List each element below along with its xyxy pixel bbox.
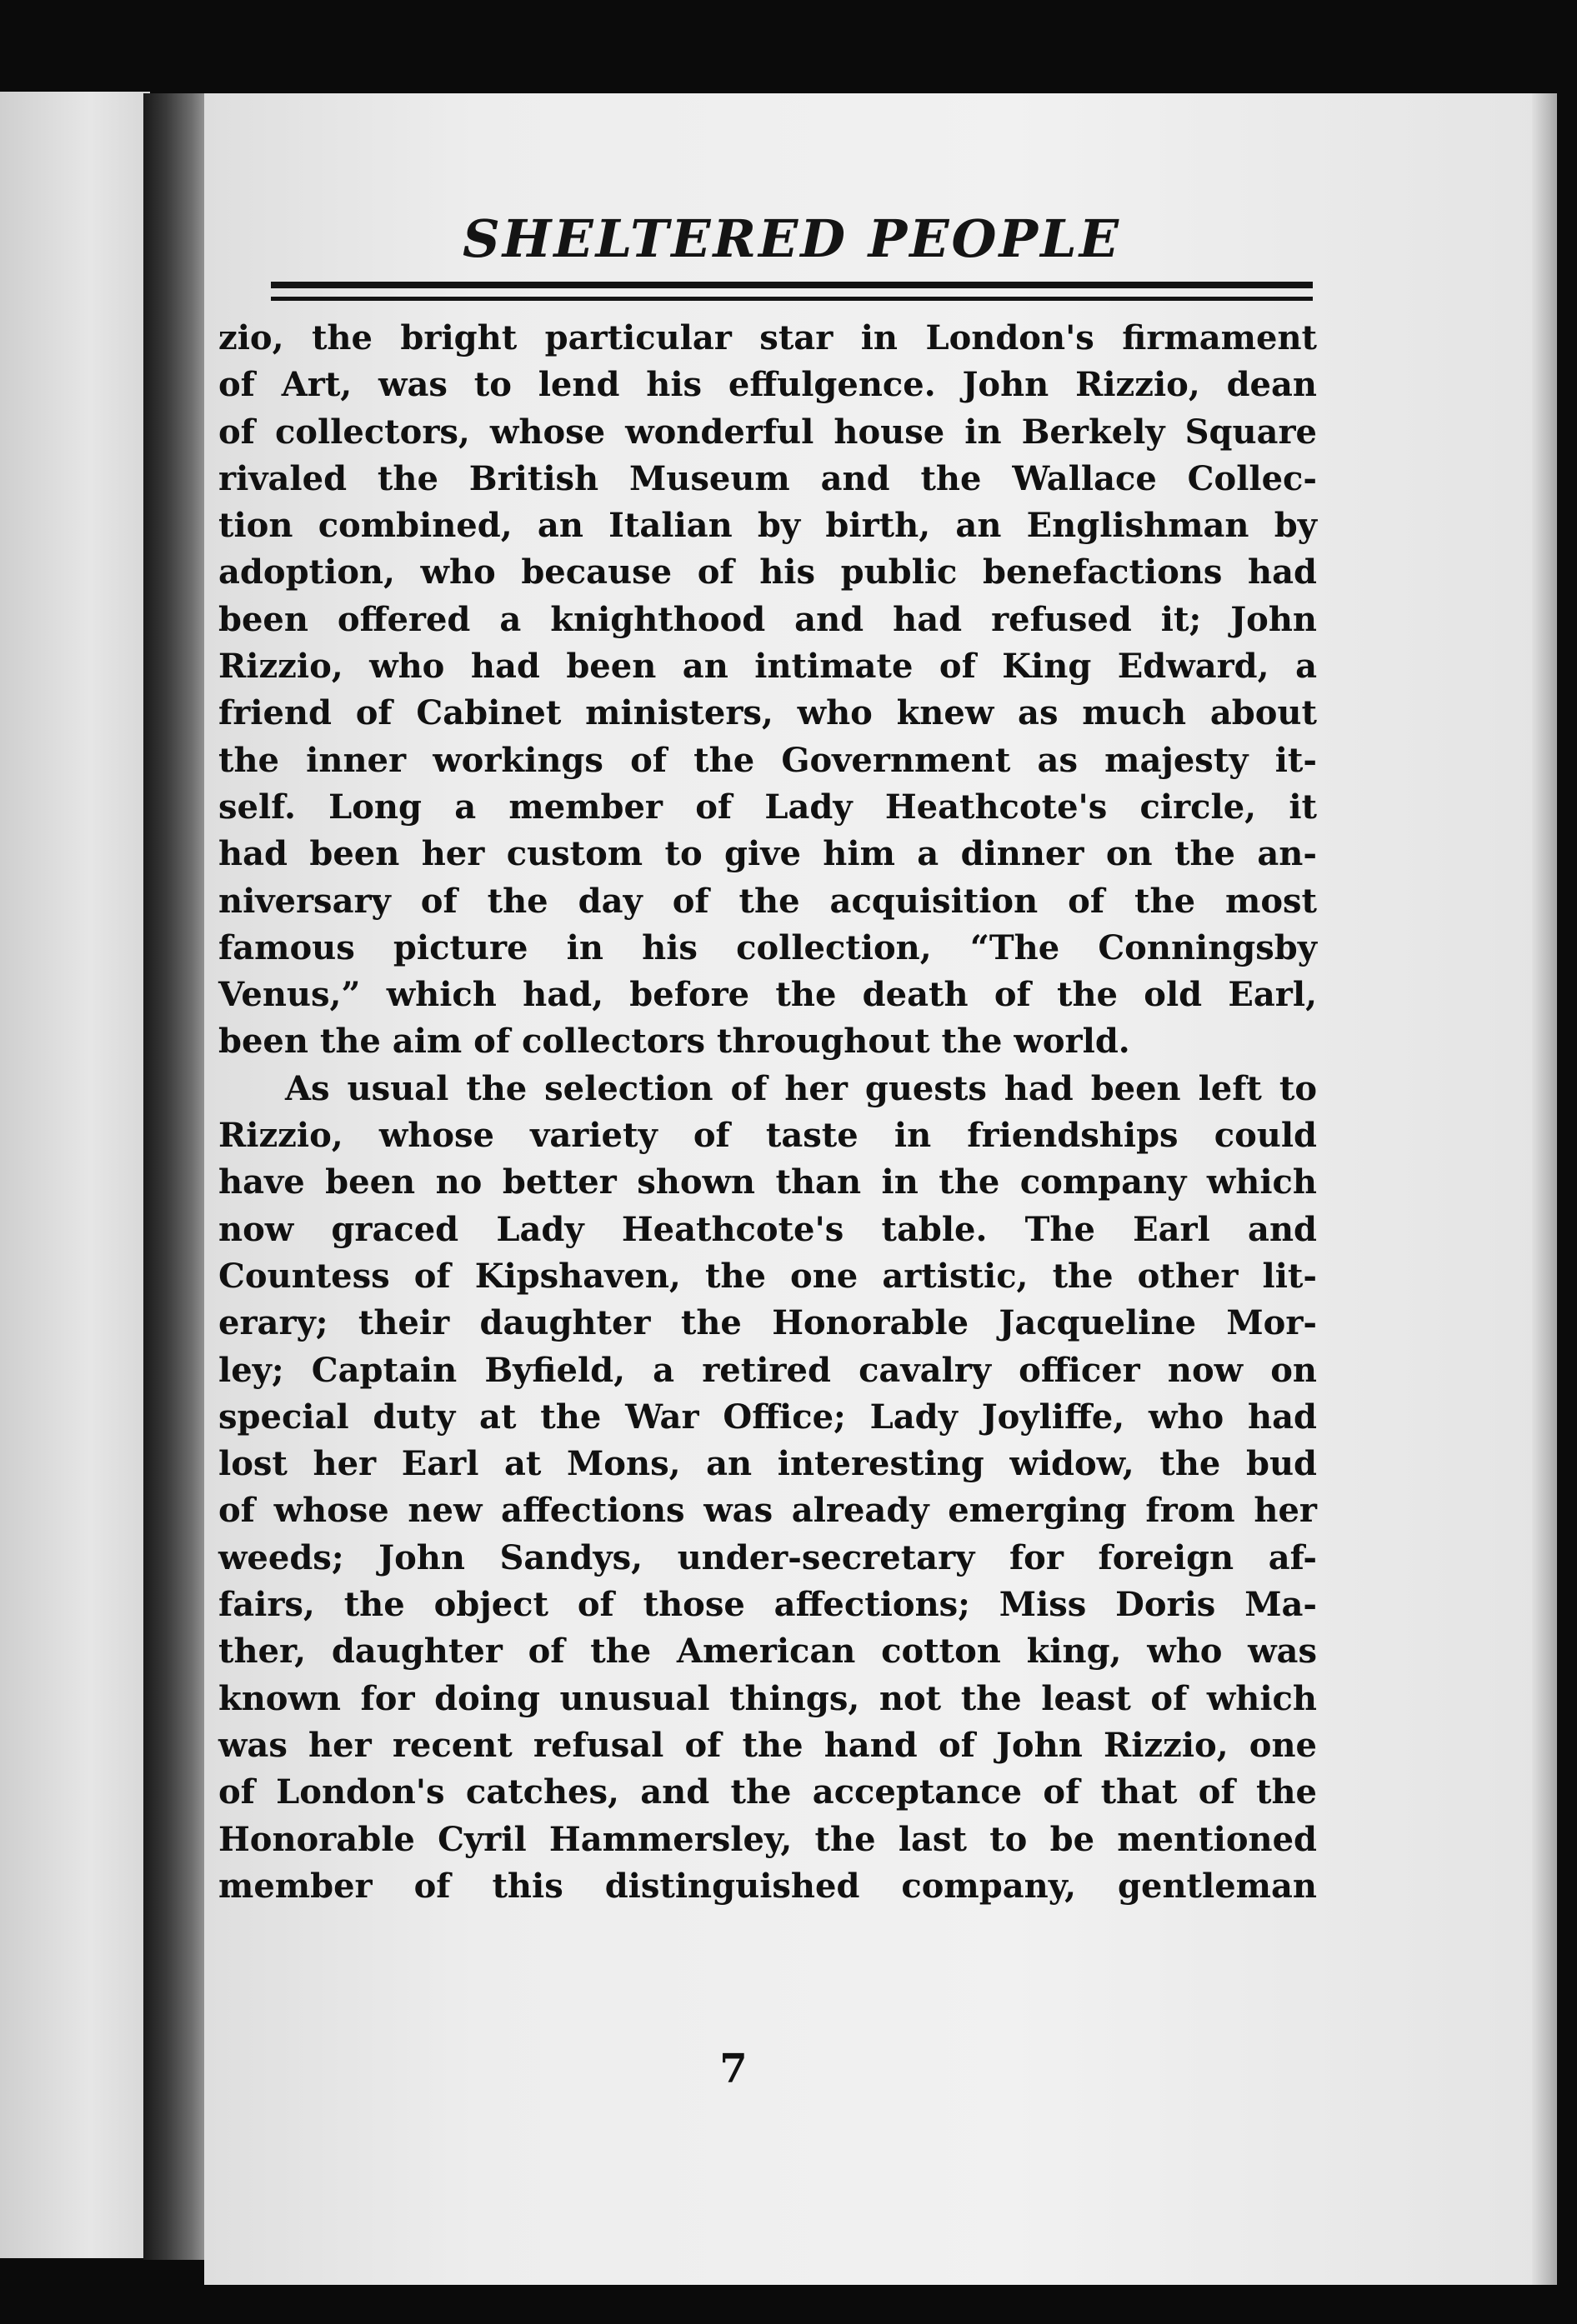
text-line: rivaled the British Museum and the Wallace Collec-	[218, 458, 1317, 498]
page-number: 7	[719, 2046, 748, 2092]
text-line: Honorable Cyril Hammersley, the last to be mentioned	[218, 1819, 1317, 1859]
text-line: of whose new affections was already emerging from her	[218, 1491, 1317, 1531]
running-head: SHELTERED PEOPLE	[462, 208, 1122, 269]
text-line: Rizzio, whose variety of taste in friendships could	[218, 1116, 1317, 1156]
text-line: ley; Captain Byfield, a retired cavalry officer now on	[218, 1350, 1317, 1390]
text-line: zio, the bright particular star in London's firmament	[218, 318, 1317, 357]
text-line: known for doing unusual things, not the least of which	[218, 1678, 1317, 1718]
text-line: was her recent refusal of the hand of John Rizzio, one	[218, 1725, 1317, 1765]
book-spine	[143, 93, 208, 2260]
text-line: member of this distinguished company, gentleman	[218, 1866, 1317, 1906]
text-line: Countess of Kipshaven, the one artistic, the other lit-	[218, 1256, 1317, 1296]
text-line: niversary of the day of the acquisition of the most	[218, 881, 1317, 921]
page-right-edge	[1532, 93, 1557, 2285]
page-body-text	[218, 315, 1317, 1910]
text-line: been the aim of collectors throughout the world.	[218, 1022, 1130, 1062]
text-line: of London's catches, and the acceptance of that of the	[218, 1772, 1317, 1812]
text-line: Venus,” which had, before the death of the old Earl,	[218, 975, 1317, 1015]
head-rule-thick	[271, 282, 1313, 288]
text-line: now graced Lady Heathcote's table. The Earl and	[218, 1209, 1317, 1249]
text-line: As usual the selection of her guests had been left to	[285, 1068, 1317, 1108]
text-line: have been no better shown than in the company which	[218, 1162, 1317, 1202]
text-line: fairs, the object of those affections; Miss Doris Ma-	[218, 1585, 1317, 1625]
text-line: Rizzio, who had been an intimate of King Edward, a	[218, 647, 1317, 687]
paragraph-1	[218, 315, 1317, 1066]
text-line: tion combined, an Italian by birth, an Englishman by	[218, 506, 1317, 546]
facing-page-edge	[0, 92, 150, 2258]
text-line: special duty at the War Office; Lady Joyliffe, who had	[218, 1397, 1317, 1437]
text-line: had been her custom to give him a dinner on the an-	[218, 834, 1317, 874]
text-line: self. Long a member of Lady Heathcote's circle, it	[218, 787, 1317, 827]
text-line: erary; their daughter the Honorable Jacqueline Mor-	[218, 1303, 1317, 1343]
text-line: famous picture in his collection, “The Conningsby	[218, 927, 1317, 967]
paragraph-2	[218, 1066, 1317, 1910]
text-line: been offered a knighthood and had refused it; John	[218, 599, 1317, 639]
text-line: lost her Earl at Mons, an interesting widow, the bud	[218, 1444, 1317, 1484]
text-line: the inner workings of the Government as majesty it-	[218, 740, 1317, 780]
text-line: ther, daughter of the American cotton king, who was	[218, 1632, 1317, 1672]
text-line: of collectors, whose wonderful house in Berkely Square	[218, 412, 1317, 452]
text-line: adoption, who because of his public benefactions had	[218, 552, 1317, 592]
text-line: weeds; John Sandys, under-secretary for foreign af-	[218, 1537, 1317, 1577]
text-line: of Art, was to lend his effulgence. John Rizzio, dean	[218, 365, 1317, 405]
head-rule-thin	[271, 297, 1313, 301]
text-line: friend of Cabinet ministers, who knew as much about	[218, 693, 1317, 733]
